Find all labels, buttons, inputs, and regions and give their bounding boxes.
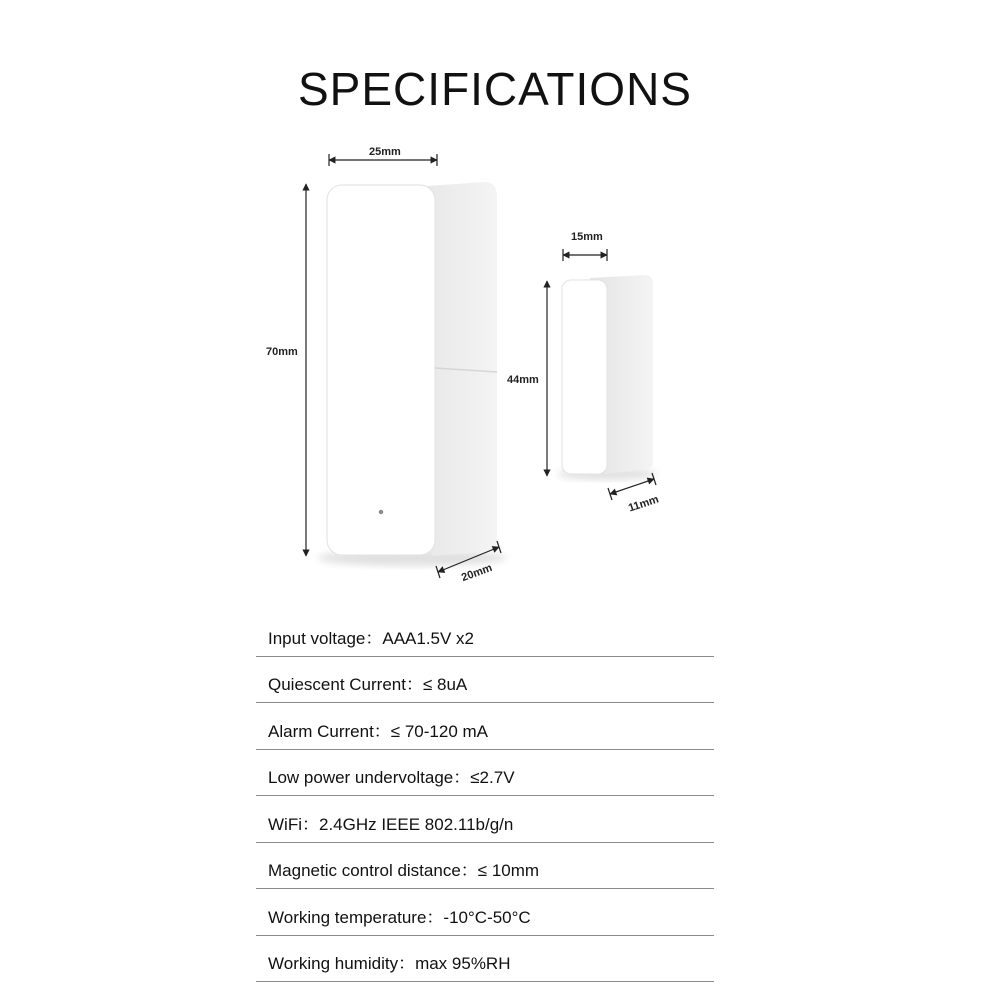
spec-quiescent-current: Quiescent Current：≤ 8uA [268,675,468,694]
spec-low-power-undervoltage: Low power undervoltage：≤2.7V [268,768,515,787]
spec-alarm-current: Alarm Current：≤ 70-120 mA [268,721,489,741]
spec-row [256,750,714,797]
sensor-main-unit [317,182,507,566]
spec-row [256,610,714,657]
spec-wifi: WiFi：2.4GHz IEEE 802.11b/g/n [268,814,514,834]
dim-main-width: 25mm [369,146,401,158]
spec-working-humidity: Working humidity：max 95%RH [268,954,511,973]
spec-row [256,796,714,843]
dim-magnet-depth: 11mm [626,493,661,515]
spec-input-voltage: Input voltage：AAA1.5V x2 [268,628,475,648]
led-indicator [379,510,383,514]
spec-magnetic-distance: Magnetic control distance：≤ 10mm [268,861,540,880]
dim-main-depth: 20mm [459,561,494,585]
spec-row [256,657,714,704]
dim-magnet-height: 44mm [507,374,539,386]
spec-row [256,703,714,750]
spec-row [256,843,714,890]
sensor-magnet-unit [557,275,657,480]
dim-magnet-width: 15mm [571,231,603,243]
spec-row [256,936,714,983]
page-title: SPECIFICATIONS [298,63,692,115]
spec-list [256,610,714,982]
spec-working-temperature: Working temperature：-10°C-50°C [268,907,531,927]
dim-main-height: 70mm [266,346,298,358]
spec-row [256,889,714,936]
